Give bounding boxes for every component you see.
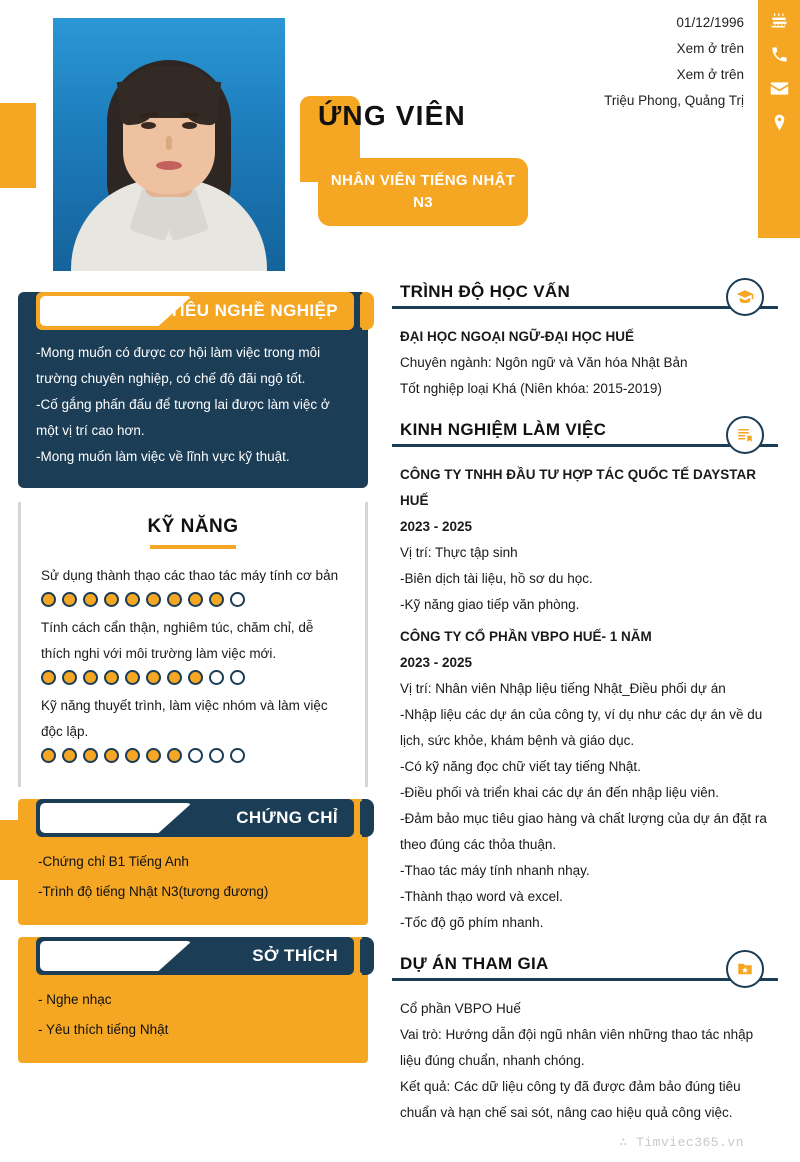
rating-dot-empty <box>230 592 245 607</box>
skill-rating-dots <box>41 670 345 685</box>
header-notch <box>40 803 192 833</box>
certificate-stack-icon <box>726 416 764 454</box>
job-duty: -Kỹ năng giao tiếp văn phòng. <box>400 597 580 612</box>
education-section <box>392 282 778 402</box>
header-tab <box>362 799 374 837</box>
contact-phone: Xem ở trên <box>676 41 744 56</box>
certificate-line: -Chứng chỉ B1 Tiếng Anh <box>38 854 189 869</box>
experience-section <box>392 420 778 936</box>
phone-icon <box>767 42 791 66</box>
job-duty: -Nhập liệu các dự án của công ty, ví dụ như các dự án về du lịch, sức khỏe, khám bệnh và giáo dục. <box>400 707 763 748</box>
certificates-body <box>18 837 368 907</box>
rating-dot-empty <box>230 670 245 685</box>
certificates-section <box>18 799 368 925</box>
rating-dot-filled <box>104 592 119 607</box>
candidate-photo <box>53 18 285 271</box>
job-duty: -Thành thạo word và excel. <box>400 889 563 904</box>
rating-dot-filled <box>146 592 161 607</box>
education-header <box>392 282 778 316</box>
rating-dot-filled <box>125 670 140 685</box>
job-duty: -Có kỹ năng đọc chữ viết tay tiếng Nhật. <box>400 759 641 774</box>
career-objective-section <box>18 292 368 488</box>
job-position: Vị trí: Thực tập sinh <box>400 545 518 560</box>
rating-dot-filled <box>209 592 224 607</box>
watermark: ∴ Timviec365.vn <box>619 1135 744 1150</box>
job-duty: -Thao tác máy tính nhanh nhạy. <box>400 863 590 878</box>
projects-section <box>392 954 778 1126</box>
rating-dot-empty <box>188 748 203 763</box>
project-name: Cổ phần VBPO Huế <box>400 1001 521 1016</box>
rating-dot-empty <box>209 670 224 685</box>
contact-address: Triệu Phong, Quảng Trị <box>604 93 744 108</box>
career-objective-title: MỤC TIÊU NGHỀ NGHIỆP <box>124 301 338 320</box>
contact-icon-rail <box>758 0 800 238</box>
skill-item <box>21 615 365 685</box>
job-period: 2023 - 2025 <box>400 519 473 534</box>
hobby-line: - Yêu thích tiếng Nhật <box>38 1022 169 1037</box>
certificates-header <box>36 799 354 837</box>
header-tab <box>362 937 374 975</box>
skill-item <box>21 563 365 607</box>
skills-title: KỸ NĂNG <box>147 516 239 537</box>
rating-dot-empty <box>230 748 245 763</box>
contact-info-list <box>414 10 744 114</box>
job-period: 2023 - 2025 <box>400 655 473 670</box>
rating-dot-filled <box>167 592 182 607</box>
rating-dot-filled <box>83 592 98 607</box>
rating-dot-filled <box>41 670 56 685</box>
objective-line: -Cố gắng phấn đấu để tương lai được làm việc ở một vị trí cao hơn. <box>36 397 330 438</box>
rating-dot-filled <box>146 670 161 685</box>
location-pin-icon <box>767 110 791 134</box>
rating-dot-filled <box>104 670 119 685</box>
education-result: Tốt nghiệp loại Khá (Niên khóa: 2015-2019) <box>400 381 662 396</box>
skills-title-underline <box>150 545 236 549</box>
envelope-icon <box>767 76 791 100</box>
graduation-cap-icon <box>726 278 764 316</box>
career-objective-header <box>36 292 354 330</box>
hobbies-header <box>36 937 354 975</box>
rating-dot-filled <box>104 748 119 763</box>
portrait-eye-right <box>182 122 197 129</box>
rating-dot-filled <box>188 592 203 607</box>
job-duty: -Biên dịch tài liệu, hồ sơ du học. <box>400 571 593 586</box>
projects-title: DỰ ÁN THAM GIA <box>400 954 549 973</box>
rating-dot-filled <box>125 592 140 607</box>
skills-section <box>18 502 368 787</box>
section-rule <box>392 306 778 309</box>
experience-body <box>392 454 778 936</box>
job-duty: -Điều phối và triển khai các dự án đến nhập liệu viên. <box>400 785 719 800</box>
hobby-line: - Nghe nhạc <box>38 992 112 1007</box>
job-position: Vị trí: Nhân viên Nhập liệu tiếng Nhật_Điều phối dự án <box>400 681 726 696</box>
objective-line: -Mong muốn làm việc về lĩnh vực kỹ thuật. <box>36 449 290 464</box>
candidate-name: ỨNG VIÊN <box>318 100 466 131</box>
skill-item <box>21 693 365 763</box>
skill-rating-dots <box>41 748 345 763</box>
skill-name: Sử dụng thành thạo các thao tác máy tính cơ bản <box>41 568 339 583</box>
header-notch <box>40 941 192 971</box>
objective-line: -Mong muốn có được cơ hội làm việc trong môi trường chuyên nghiệp, có chế độ đãi ngộ tốt. <box>36 345 321 386</box>
rating-dot-filled <box>62 670 77 685</box>
skill-name: Tính cách cẩn thận, nghiêm túc, chăm chỉ, dễ thích nghi với môi trường làm việc mới. <box>41 620 314 661</box>
portrait-eye-left <box>141 122 156 129</box>
job-duty: -Đảm bảo mục tiêu giao hàng và chất lượng của dự án đặt ra theo đúng các thỏa thuận. <box>400 811 767 852</box>
job-company: CÔNG TY TNHH ĐẦU TƯ HỢP TÁC QUỐC TẾ DAYSTAR HUẾ <box>400 467 756 508</box>
rating-dot-filled <box>83 670 98 685</box>
hobbies-body <box>18 975 368 1045</box>
career-objective-body <box>18 330 368 470</box>
rating-dot-filled <box>167 748 182 763</box>
rating-dot-filled <box>125 748 140 763</box>
contact-birthday: 01/12/1996 <box>676 15 744 30</box>
hobbies-section <box>18 937 368 1063</box>
education-title: TRÌNH ĐỘ HỌC VẤN <box>400 282 571 301</box>
rating-dot-empty <box>209 748 224 763</box>
experience-title: KINH NGHIỆM LÀM VIỆC <box>400 420 607 439</box>
education-major: Chuyên ngành: Ngôn ngữ và Văn hóa Nhật Bản <box>400 355 688 370</box>
right-column <box>392 282 778 1144</box>
birthday-cake-icon <box>767 8 791 32</box>
certificates-title: CHỨNG CHỈ <box>236 808 338 827</box>
rating-dot-filled <box>41 592 56 607</box>
rating-dot-filled <box>167 670 182 685</box>
projects-header <box>392 954 778 988</box>
rating-dot-filled <box>188 670 203 685</box>
projects-body <box>392 988 778 1126</box>
portrait-lips <box>156 161 182 170</box>
project-role: Vai trò: Hướng dẫn đội ngũ nhân viên những thao tác nhập liệu đúng chuẩn, nhanh chóng. <box>400 1027 754 1068</box>
section-rule <box>392 978 778 981</box>
decoration-orange-block-top <box>0 103 36 188</box>
job-company: CÔNG TY CỔ PHẦN VBPO HUẾ- 1 NĂM <box>400 629 652 644</box>
education-school: ĐẠI HỌC NGOẠI NGỮ-ĐẠI HỌC HUẾ <box>400 329 634 344</box>
header-tab <box>362 292 374 330</box>
rating-dot-filled <box>146 748 161 763</box>
experience-header <box>392 420 778 454</box>
rating-dot-filled <box>62 592 77 607</box>
hobbies-title: SỞ THÍCH <box>252 946 338 965</box>
contact-email: Xem ở trên <box>676 67 744 82</box>
rating-dot-filled <box>41 748 56 763</box>
education-body <box>392 316 778 402</box>
skill-rating-dots <box>41 592 345 607</box>
rating-dot-filled <box>83 748 98 763</box>
folder-star-icon <box>726 950 764 988</box>
portrait-nose <box>166 136 172 150</box>
job-duty: -Tốc độ gõ phím nhanh. <box>400 915 544 930</box>
project-result: Kết quả: Các dữ liệu công ty đã được đảm bảo đúng tiêu chuẩn và hạn chế sai sót, nâng cao hiệu quả công việc. <box>400 1079 741 1120</box>
rating-dot-filled <box>62 748 77 763</box>
job-title-badge: NHÂN VIÊN TIẾNG NHẬT N3 <box>318 158 528 226</box>
section-rule <box>392 444 778 447</box>
skill-name: Kỹ năng thuyết trình, làm việc nhóm và làm việc độc lập. <box>41 698 328 739</box>
left-column <box>18 280 368 1063</box>
certificate-line: -Trình độ tiếng Nhật N3(tương đương) <box>38 884 269 899</box>
